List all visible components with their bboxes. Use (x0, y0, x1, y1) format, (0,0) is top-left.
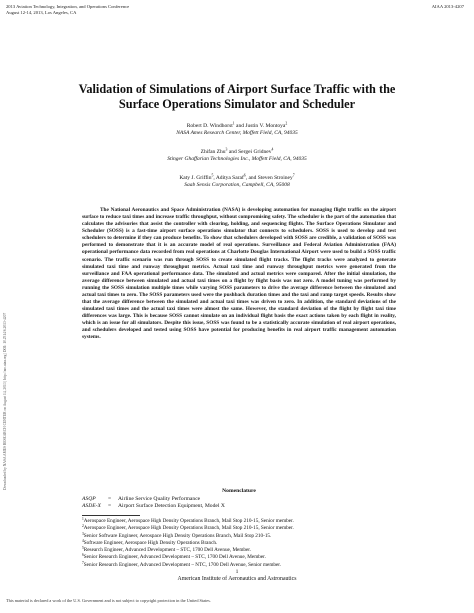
nomenclature-abbr: ASDE-X (82, 503, 101, 509)
author-group-1 (32, 123, 442, 137)
nomenclature-entry (82, 496, 200, 503)
author-names (32, 175, 442, 182)
nomenclature-equals: = (108, 496, 112, 502)
conference-name: 2013 Aviation Technology, Integration, and Operations Conference (6, 4, 130, 9)
copyright-note: This material is declared a work of the U.S. Government and is not subject to copyright protection in the United States. (6, 598, 211, 603)
paper-id: AIAA 2013-4207 (431, 4, 464, 9)
page-number: 1 (235, 569, 239, 575)
footnote-number: 2 (82, 524, 84, 529)
footnote-number: 4 (82, 538, 84, 543)
author-name: Katy J. Griffin (179, 175, 212, 181)
footnote-number: 3 (82, 531, 84, 536)
footnotes (82, 518, 422, 569)
abstract: The National Aeronautics and Space Administration (NASA) is developing automation for managing flight traffic on the airport surface to reduce taxi times and increase traffic throughput, without compromising safety. The scheduler is the part of the automation that calculates the advisories that assist the controller with clearing, holding, and sequencing flights. The Surface Operations Simulator and Scheduler (SOSS) is a fast-time airport surface operations simulator that connects to schedulers. SOSS is used to develop and test schedulers to determine if they can produce benefits. To show that schedulers developed with SOSS are credible, a validation of SOSS was performed to demonstrate that it is an accurate model of real operations. Surveillance and Federal Aviation Administration (FAA) operational performance data recorded from real operations at Charlotte Douglas International Airport were used to build a SOSS traffic scenario. The traffic scenario was run through SOSS to create simulated flight tracks. The flight tracks were analyzed to generate simulated taxi time and runway throughput metrics. Actual taxi time and runway throughput metrics were generated from the surveillance and FAA operational performance data. The simulated and actual metrics were compared. After the initial simulation, the average difference between simulated and actual taxi times on a flight by flight basis was not zero. A model tuning was performed by running the SOSS simulation multiple times while varying SOSS parameters to drive the average difference between the simulated and actual taxi times to zero. The SOSS parameters used were the pushback duration times and the taxi and ramp target speeds. Results show that the average difference between the simulated and actual taxi times was driven to zero. In addition, the standard deviations of the simulated taxi times and the actual taxi times were almost the same. However, the standard deviation of the flight by flight taxi time differences was large. This is because SOSS cannot simulate on an individual flight basis the exact actions taken by each flight in reality, which is an issue for all simulators. Despite this issue, SOSS was found to be a statistically accurate simulation of real airport operations, and schedulers developed and tested using SOSS have potential for producing benefits in real airport traffic management automation systems. (82, 207, 396, 341)
footnote (82, 554, 422, 561)
conference-header (6, 4, 129, 16)
footnote-number: 5 (82, 546, 84, 551)
footnote-text: Aerospace Engineer, Aerospace High Density Operations Branch, Mail Stop 210-15, Senior member. (83, 525, 294, 532)
footnote (82, 533, 422, 540)
nomenclature-abbr: ASQP (82, 496, 96, 502)
paper-title-line-2: Surface Operations Simulator and Scheduler (118, 96, 356, 111)
paper-title (32, 82, 442, 111)
download-notice-strip (2, 160, 9, 490)
footnote-text: Senior Research Engineer, Advanced Development – NTC, 1700 Dell Avenue, Senior member. (83, 561, 281, 568)
author-footnote-ref: 2 (285, 121, 288, 126)
author-affiliation: Saab Sensis Corporation, Campbell, CA, 95008 (184, 182, 290, 189)
footnote-number: 1 (82, 517, 84, 521)
author-footnote-ref: 3 (225, 147, 228, 152)
footnote-text: Aerospace Engineer, Aerospace High Density Operations Branch, Mail Stop 210-15, Senior member. (83, 518, 294, 524)
footnote-text: Software Engineer, Aerospace High Density Operations Branch. (83, 539, 218, 546)
footnote-number: 6 (82, 553, 84, 558)
author-group-3 (32, 175, 442, 189)
author-footnote-ref: 7 (292, 173, 295, 178)
author-footnote-ref: 4 (271, 147, 274, 152)
footnote (82, 562, 422, 569)
footnote-number: 7 (82, 560, 84, 565)
author-name: Zhifan Zhu (200, 149, 226, 155)
author-name: Robert D. Windhorst (186, 123, 233, 129)
author-name: and Justin V. Montoya (234, 123, 286, 129)
nomenclature-heading: Nomenclature (222, 488, 256, 494)
author-footnote-ref: 5 (211, 173, 214, 178)
author-name: and Sergei Gridnev (227, 149, 272, 155)
nomenclature-entry (82, 503, 225, 510)
author-footnote-ref: 6 (243, 173, 246, 178)
conference-date: August 12-14, 2013, Los Angeles, CA (6, 10, 77, 15)
author-name: , and Steven Stroiney (245, 175, 293, 181)
footnote (82, 525, 422, 532)
footnote-text: Senior Software Engineer, Aerospace High Density Operations Branch, Mail Stop 210-15. (83, 532, 272, 539)
nomenclature-definition: Airline Service Quality Performance (118, 496, 201, 502)
author-footnote-ref: 1 (232, 121, 235, 126)
footnote-text: Senior Research Engineer, Advanced Development – STC, 1700 Dell Avenue, Member. (83, 554, 266, 561)
nomenclature-equals: = (108, 503, 112, 509)
footnote-divider (82, 515, 140, 516)
author-affiliation: Stinger Ghaffarian Technologies Inc., Moffett Field, CA, 94035 (167, 156, 307, 163)
download-notice-text: Downloaded by NASA AMES RESEARCH CENTER on August 14, 2013 | http://arc.aiaa.org | DOI: 10.2514/6.2013-4207 (3, 312, 7, 490)
author-group-2 (32, 149, 442, 163)
footnote-text: Research Engineer, Advanced Development – STC, 1700 Dell Avenue, Member. (83, 547, 252, 554)
institute-name: American Institute of Aeronautics and Astronautics (177, 576, 297, 582)
author-affiliation: NASA Ames Research Center, Moffett Field, CA, 94035 (176, 130, 298, 137)
paper-title-line-1: Validation of Simulations of Airport Surface Traffic with the (78, 82, 396, 96)
author-name: , Aditya Saraf (213, 175, 244, 181)
nomenclature-definition: Airport Surface Detection Equipment, Model X (118, 503, 225, 509)
